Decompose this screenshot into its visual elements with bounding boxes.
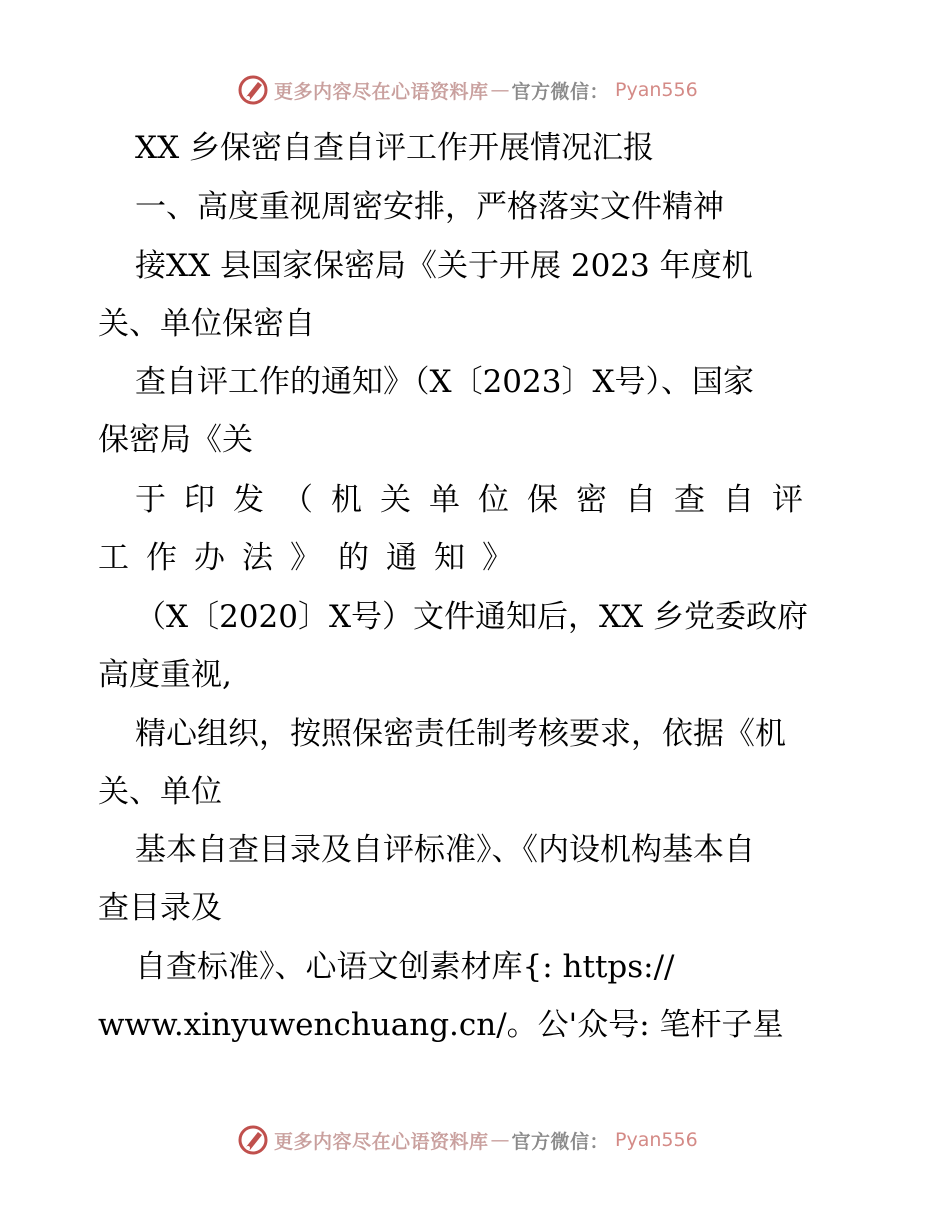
paragraph-line: 于印发（机关单位保密自查自评 [135,482,821,518]
paragraph-line: 查目录及 [98,890,222,926]
paragraph-line: 关、单位 [98,774,222,810]
paragraph-line: 基本自查目录及自评标准》、《内设机构基本自 [135,832,755,868]
paragraph-line: www.xinyuwenchuang.cn/。公'众号: 笔杆子星 [98,1007,784,1043]
section-heading: 一、高度重视周密安排，严格落实文件精神 [135,189,724,225]
watermark-account: Pyan556 [615,1129,698,1151]
writing-logo-icon [236,1123,270,1157]
document-title: XX 乡保密自查自评工作开展情况汇报 [135,130,654,166]
watermark-header [236,70,698,110]
watermark-label: 官方微信 [511,1130,590,1153]
paragraph-line: 保密局《关 [98,422,253,458]
watermark-account: Pyan556 [615,79,698,101]
watermark-colon: ： [589,80,610,103]
watermark-text: 更多内容尽在心语资料库 [274,1130,489,1153]
paragraph-line: 自查标准》、心语文创素材库{: https:// [135,949,675,985]
paragraph-line: 接XX 县国家保密局《关于开展 2023 年度机 [135,248,753,284]
paragraph-line: 关、单位保密自 [98,306,315,342]
watermark-dash: — [490,1129,510,1151]
watermark-colon: ： [589,1130,610,1153]
paragraph-line: （X〔2020〕X号）文件通知后，XX 乡党委政府 [135,599,809,635]
watermark-label: 官方微信 [511,80,590,103]
paragraph-line: 高度重视, [98,657,232,693]
watermark-footer [236,1120,698,1160]
watermark-dash: — [490,79,510,101]
paragraph-line: 工作办法》的通知》 [98,540,530,576]
paragraph-line: 精心组织，按照保密责任制考核要求，依据《机 [135,716,786,752]
watermark-text: 更多内容尽在心语资料库 [274,80,489,103]
writing-logo-icon [236,73,270,107]
paragraph-line: 查自评工作的通知》（X〔2023〕X号）、国家 [135,364,755,400]
